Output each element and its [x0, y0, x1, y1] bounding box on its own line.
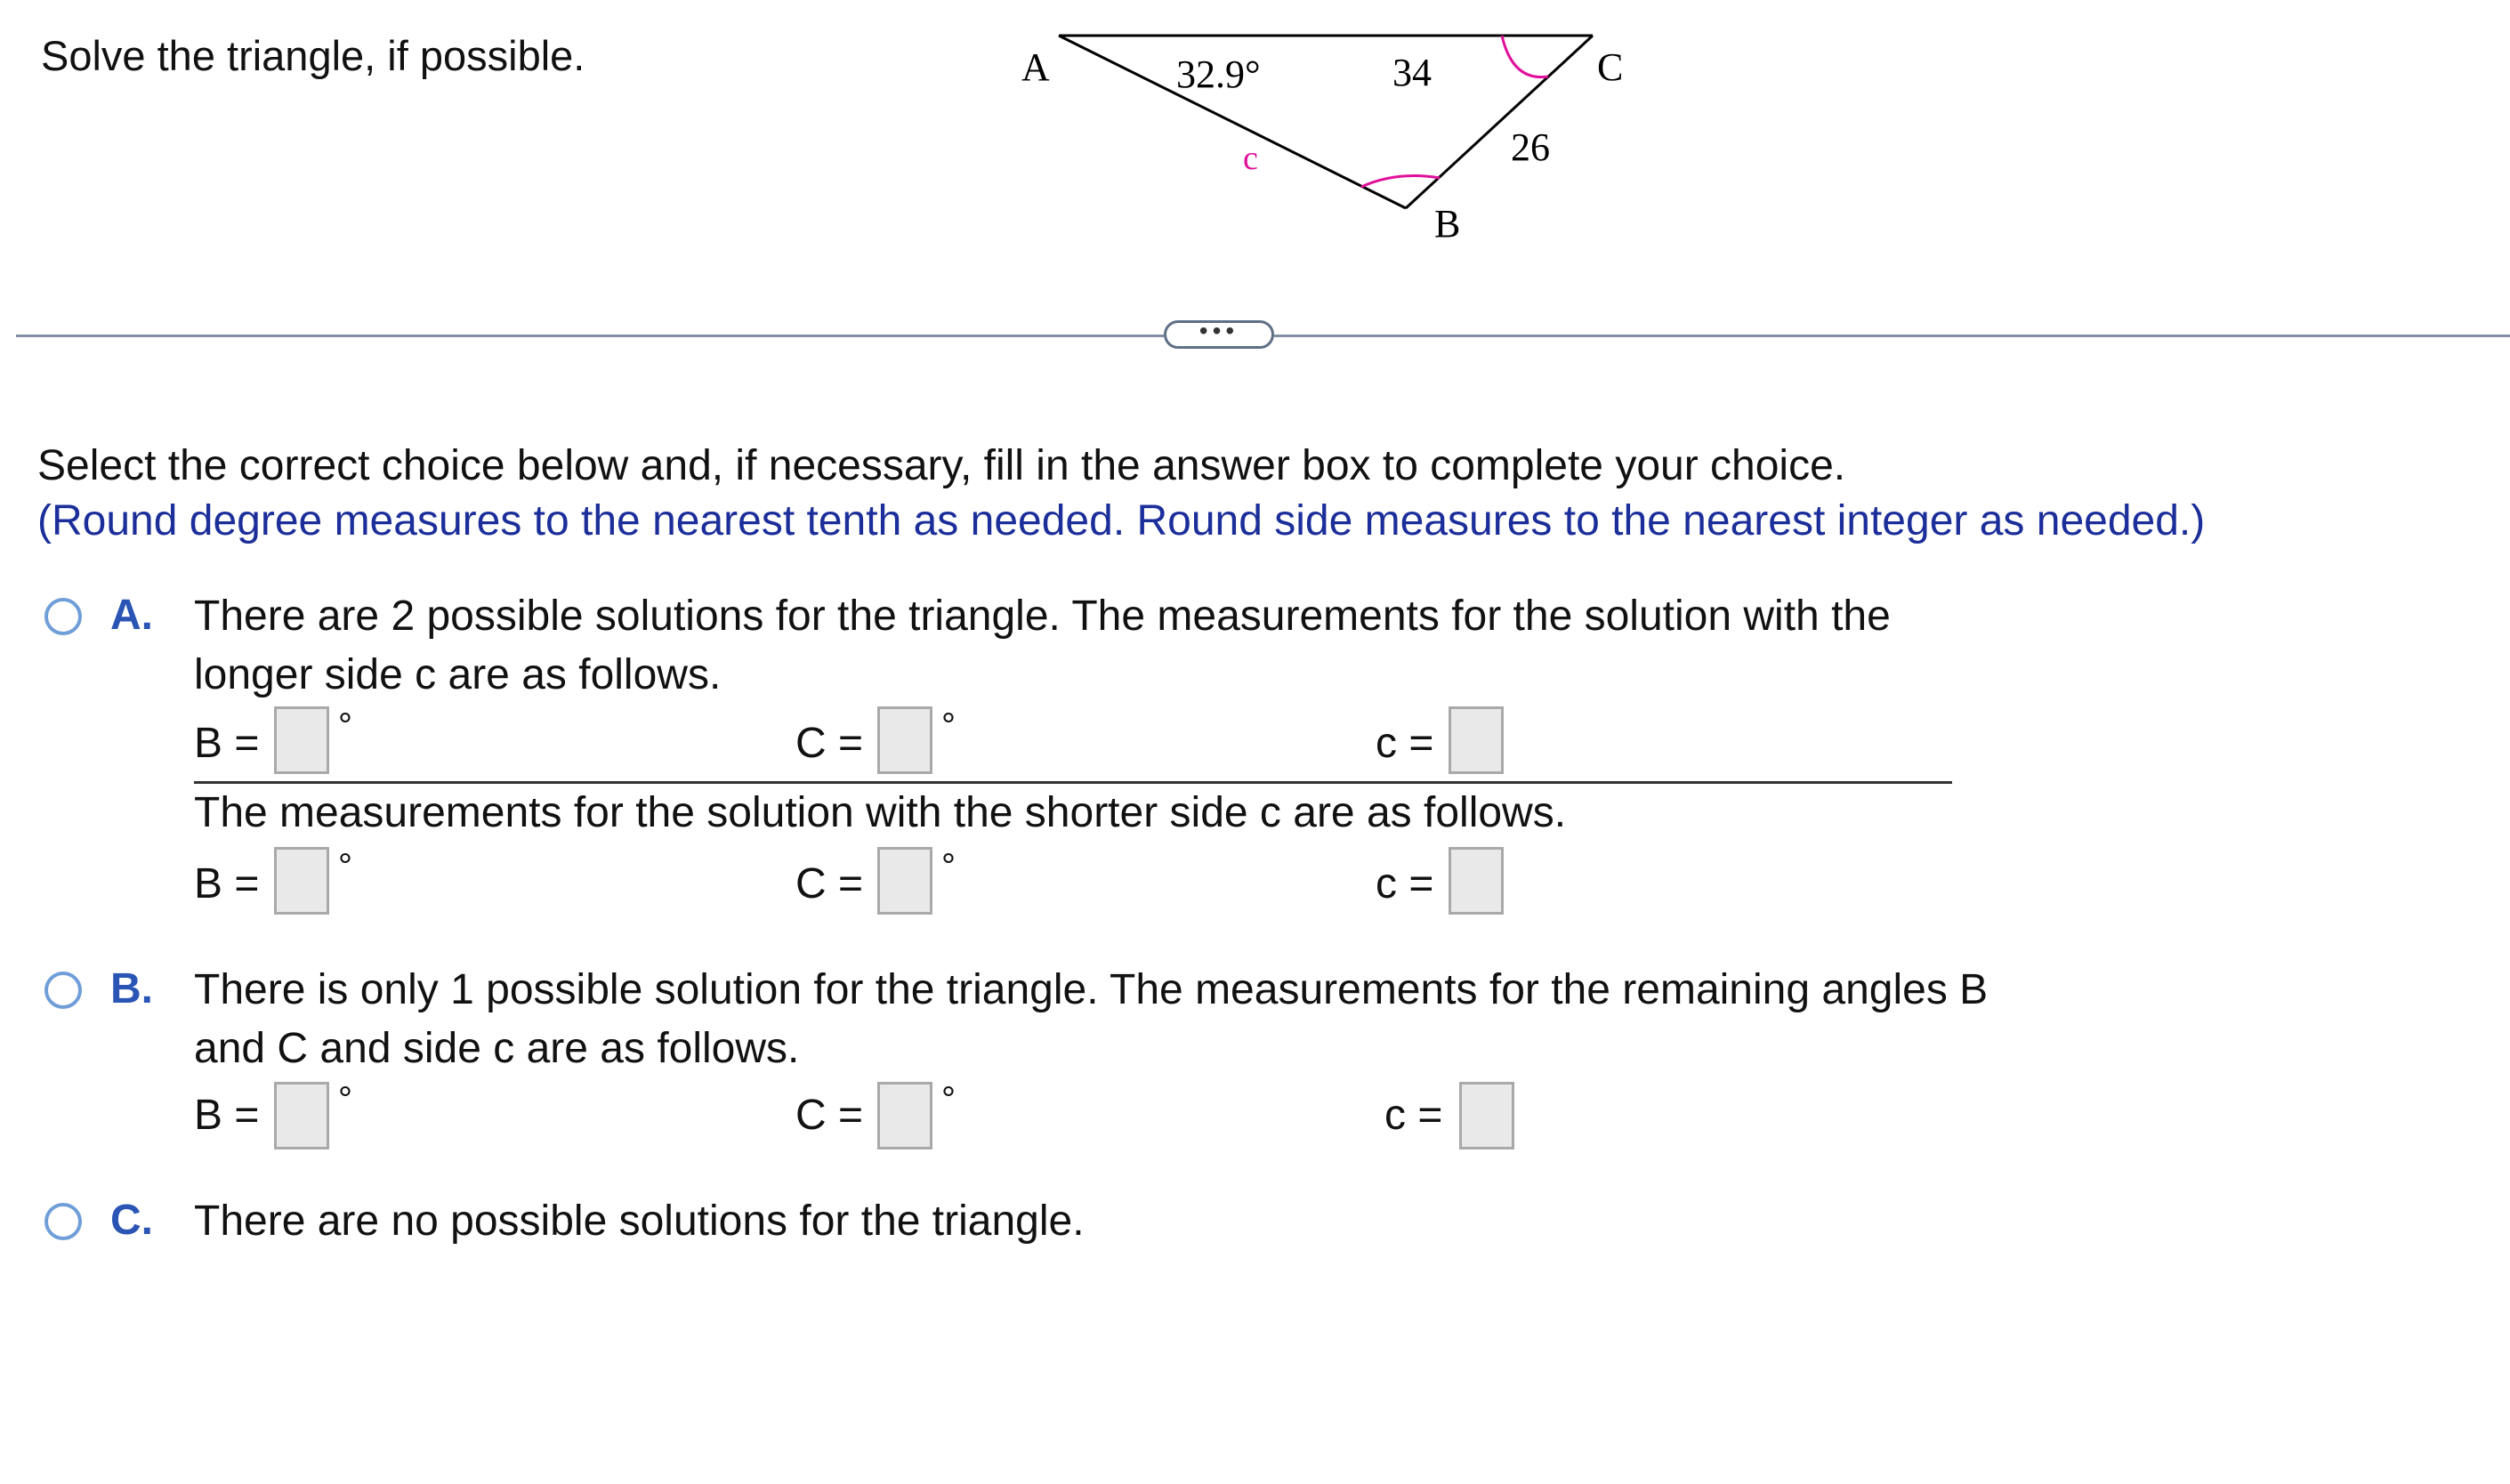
- choice-a-text: There are 2 possible solutions for the triangle. The measurements for the solution with the longer side c are as follows.: [194, 593, 1891, 698]
- choice-a-longer-c-side-input[interactable]: [1449, 706, 1504, 774]
- choice-b-c-angle-input[interactable]: [877, 1082, 932, 1149]
- degree-symbol: °: [338, 1080, 352, 1119]
- choice-a-longer-c-angle-label: C =: [795, 720, 864, 767]
- choice-a-shorter-c-angle-label: C =: [795, 860, 864, 907]
- choice-a-longer-c-side-label: c =: [1376, 720, 1434, 767]
- choice-b-c-side-label: c =: [1384, 1092, 1443, 1139]
- choice-a-longer-b-label: B =: [194, 720, 260, 767]
- choice-c-text: There are no possible solutions for the triangle.: [194, 1198, 1085, 1245]
- degree-symbol: °: [941, 1080, 956, 1119]
- question-text: Solve the triangle, if possible.: [41, 32, 585, 79]
- angle-c-arc: [1502, 36, 1548, 77]
- side-b-label: 34: [1392, 51, 1432, 94]
- angle-a-label: 32.9°: [1176, 52, 1261, 96]
- degree-symbol: °: [941, 847, 956, 886]
- choice-b-c-side-input[interactable]: [1459, 1082, 1514, 1149]
- angle-b-arc: [1361, 176, 1440, 187]
- instructions-text: Select the correct choice below and, if necessary, fill in the answer box to complete your choice.: [37, 442, 1846, 489]
- degree-symbol: °: [338, 706, 352, 746]
- choice-a-shorter-c-angle-input[interactable]: [877, 847, 932, 915]
- rounding-note: (Round degree measures to the nearest tenth as needed. Round side measures to the nearest integer as needed.): [37, 497, 2206, 544]
- vertex-b-label: B: [1434, 202, 1461, 240]
- choice-b-b-input[interactable]: [274, 1082, 329, 1149]
- side-a-line: [1406, 36, 1593, 208]
- degree-symbol: °: [941, 706, 956, 746]
- section-divider-left: [16, 335, 1164, 337]
- choice-b-radio[interactable]: [44, 972, 82, 1009]
- side-c-label: c: [1243, 140, 1258, 177]
- choice-b-b-label: B =: [194, 1092, 260, 1139]
- choice-a-longer-c-angle-input[interactable]: [877, 706, 932, 774]
- choice-a-shorter-b-input[interactable]: [274, 847, 329, 915]
- choice-a-letter: A.: [110, 592, 153, 639]
- choice-a-radio[interactable]: [44, 598, 82, 635]
- more-options-button[interactable]: •••: [1164, 320, 1274, 349]
- choice-a-longer-b-input[interactable]: [274, 706, 329, 774]
- choice-b-letter: B.: [110, 965, 153, 1012]
- side-a-label: 26: [1511, 125, 1550, 169]
- choice-a-shorter-b-label: B =: [194, 860, 260, 907]
- choice-a-separator: [194, 781, 1952, 784]
- choice-c-radio[interactable]: [44, 1203, 82, 1240]
- choice-a-shorter-c-side-label: c =: [1376, 860, 1434, 907]
- triangle-figure: [979, 9, 1637, 240]
- choice-b-c-angle-label: C =: [795, 1092, 864, 1139]
- choice-b-text: There is only 1 possible solution for the triangle. The measurements for the remaining angles B and C and side c are as follows.: [194, 966, 1989, 1072]
- choice-c-letter: C.: [110, 1197, 153, 1244]
- choice-a-shorter-c-side-input[interactable]: [1449, 847, 1504, 915]
- degree-symbol: °: [338, 847, 352, 886]
- vertex-a-label: A: [1021, 45, 1050, 89]
- choice-a-shorter-text: The measurements for the solution with the shorter side c are as follows.: [194, 789, 1567, 836]
- vertex-c-label: C: [1597, 45, 1624, 89]
- section-divider-right: [1274, 335, 2510, 337]
